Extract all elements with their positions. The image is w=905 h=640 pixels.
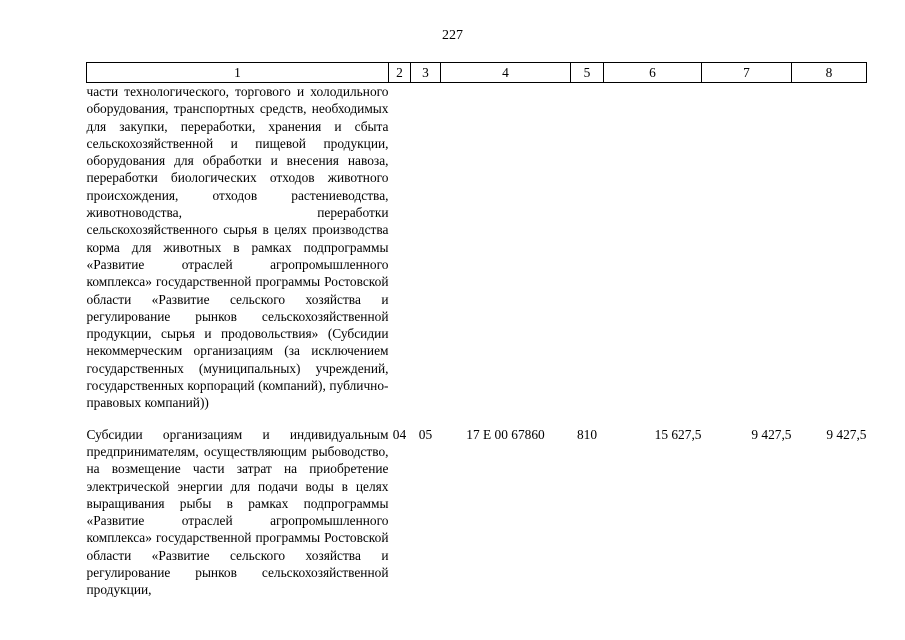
subsection-code: 05 bbox=[418, 426, 433, 442]
row-description: части технологического, торгового и холодильного оборудования, транспортных средств, необходимых для закупки, переработки, хранения и сбыта сельскохозяйственной и пищевой продукции, оборудования для обработки и внесения навоза, переработки биологических отходов животного происхождения, отходов растениеводства, животноводства, переработки сельскохозяйственного сырья в целях производства корма для животных в рамках подпрограммы «Развитие отраслей агропромышленного комплекса» государственной программы Ростовской области «Развитие сельского хозяйства и регулирование рынков сельскохозяйственной продукции, сырья и продовольствия» (Субсидии некоммерческим организациям (за исключением государственных (муниципальных) учреждений, государственных корпораций (компаний), публично-правовых компаний)) bbox=[86, 84, 389, 411]
column-header-7: 7 bbox=[702, 63, 792, 83]
column-numbers-row bbox=[87, 63, 867, 83]
column-header-3: 3 bbox=[411, 63, 441, 83]
expense-type-code: 810 bbox=[576, 426, 598, 442]
column-header-6: 6 bbox=[604, 63, 702, 83]
table-row bbox=[87, 426, 867, 599]
target-article-code: 17 Е 00 67860 bbox=[466, 426, 545, 442]
amount-col-7: 9 427,5 bbox=[751, 426, 792, 442]
column-header-2: 2 bbox=[389, 63, 411, 83]
amount-col-8: 9 427,5 bbox=[826, 426, 867, 442]
column-header-8: 8 bbox=[792, 63, 867, 83]
column-header-1: 1 bbox=[87, 63, 389, 83]
table-row bbox=[87, 83, 867, 412]
section-code: 04 bbox=[392, 426, 407, 442]
column-header-5: 5 bbox=[571, 63, 604, 83]
column-header-4: 4 bbox=[441, 63, 571, 83]
amount-col-6: 15 627,5 bbox=[654, 426, 702, 442]
row-description: Субсидии организациям и индивидуальным предпринимателям, осуществляющим рыбоводство, на возмещение части затрат на приобретение электрической энергии для подачи воды в целях выращивания рыбы в рамках подпрограммы «Развитие отраслей агропромышленного комплекса» государственной программы Ростовской области «Развитие сельского хозяйства и регулирование рынков сельскохозяйственной продукции, bbox=[86, 426, 389, 598]
budget-table bbox=[86, 62, 867, 599]
page-number: 227 bbox=[442, 28, 463, 43]
